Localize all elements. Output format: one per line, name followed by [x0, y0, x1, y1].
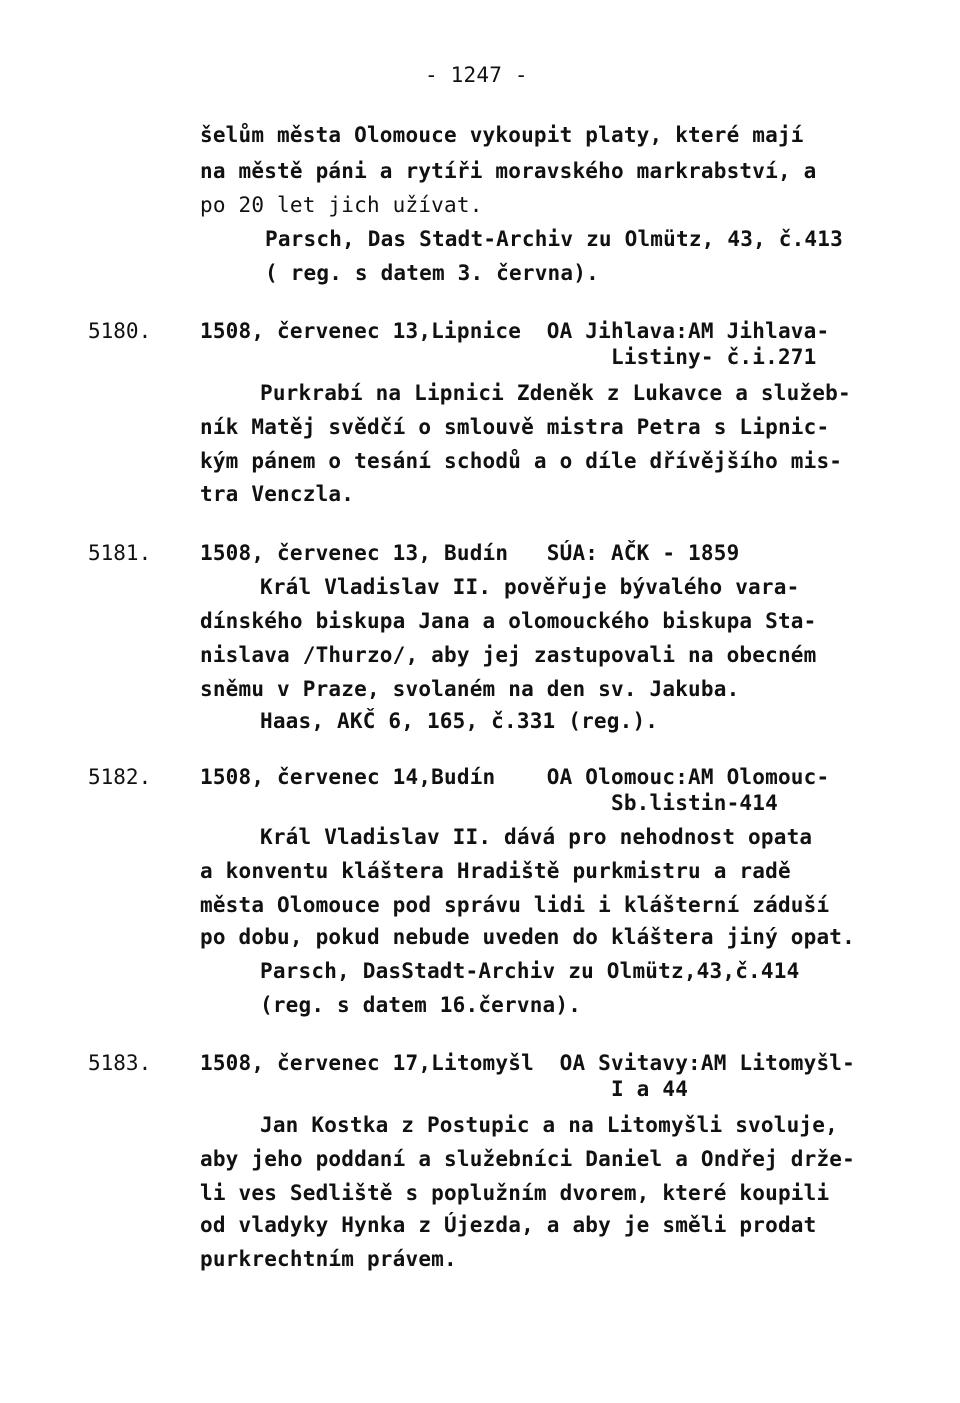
intro-line: po 20 let jich užívat. [200, 193, 483, 217]
entry-number: 5180. [88, 319, 152, 343]
entry-header: 1508, červenec 14,Budín OA Olomouc:AM Olomouc- [200, 765, 830, 789]
entry-body: Král Vladislav II. pověřuje bývalého vara- [260, 575, 800, 599]
entry-number: 5183. [88, 1051, 152, 1075]
entry-body: a konventu kláštera Hradiště purkmistru a radě [200, 859, 791, 883]
entry-number: 5181. [88, 541, 152, 565]
entry-body: po dobu, pokud nebude uveden do kláštera jiný opat. [200, 925, 855, 949]
intro-source: Parsch, Das Stadt-Archiv zu Olmütz, 43, č.413 [265, 227, 843, 251]
entry-header: Sb.listin-414 [200, 791, 778, 815]
entry-body: tra Venczla. [200, 482, 355, 506]
entry-body: purkrechtním právem. [200, 1247, 457, 1271]
entry-body: dínského biskupa Jana a olomouckého biskupa Sta- [200, 609, 817, 633]
entry-header: 1508, červenec 13, Budín SÚA: AČK - 1859 [200, 541, 740, 565]
entry-body: sněmu v Praze, svolaném na den sv. Jakuba. [200, 677, 740, 701]
entry-body: od vladyky Hynka z Újezda, a aby je směli prodat [200, 1213, 817, 1237]
entry-body: aby jeho poddaní a služebníci Daniel a Ondřej drže- [200, 1147, 855, 1171]
page-number: - 1247 - [425, 63, 528, 87]
entry-number: 5182. [88, 765, 152, 789]
entry-source: Parsch, DasStadt-Archiv zu Olmütz,43,č.414 [260, 959, 800, 983]
intro-line: na městě páni a rytíři moravského markrabství, a [200, 159, 817, 183]
intro-line: šelům města Olomouce vykoupit platy, které mají [200, 123, 804, 147]
entry-source: (reg. s datem 16.června). [260, 993, 582, 1017]
entry-header: 1508, červenec 13,Lipnice OA Jihlava:AM Jihlava- [200, 319, 830, 343]
entry-header: 1508, červenec 17,Litomyšl OA Svitavy:AM Litomyšl- [200, 1051, 855, 1075]
entry-source: Haas, AKČ 6, 165, č.331 (reg.). [260, 709, 659, 733]
entry-body: li ves Sedliště s poplužním dvorem, které koupili [200, 1181, 830, 1205]
entry-body: kým pánem o tesání schodů a o díle dřívějšího mis- [200, 449, 843, 473]
intro-source: ( reg. s datem 3. června). [265, 261, 599, 285]
entry-body: Purkrabí na Lipnici Zdeněk z Lukavce a služeb- [260, 381, 851, 405]
entry-body: ník Matěj svědčí o smlouvě mistra Petra s Lipnic- [200, 415, 830, 439]
entry-body: města Olomouce pod správu lidi i klášterní záduší [200, 893, 830, 917]
entry-body: Král Vladislav II. dává pro nehodnost opata [260, 825, 813, 849]
entry-body: nislava /Thurzo/, aby jej zastupovali na obecném [200, 643, 817, 667]
entry-header: Listiny- č.i.271 [200, 345, 817, 369]
entry-header: I a 44 [200, 1077, 689, 1101]
entry-body: Jan Kostka z Postupic a na Litomyšli svoluje, [260, 1113, 838, 1137]
